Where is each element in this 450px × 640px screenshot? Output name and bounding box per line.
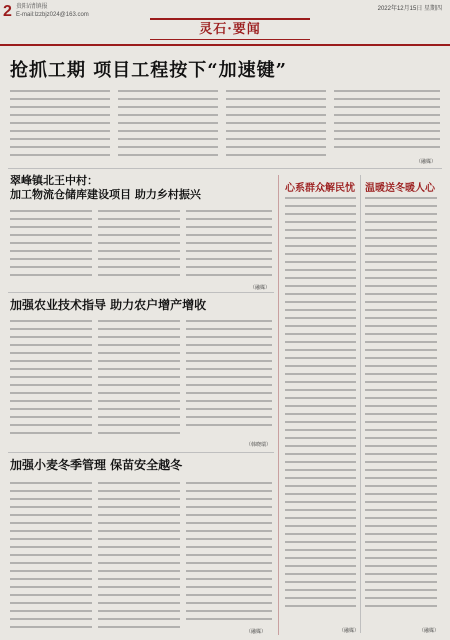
story4-headline: 加强小麦冬季管理 保苗安全越冬 [10,458,183,472]
sidebar-left-title: 心系群众解民忧 [285,183,355,194]
story2-col-2 [98,210,180,285]
lead-col-1 [10,90,110,165]
story2-headline [10,174,275,202]
story2-headline-line2: 加工物流仓储库建设项目 助力乡村振兴 [10,188,201,201]
sidebar-column-divider [360,175,361,633]
story3-divider [8,452,274,453]
sidebar-right-credit: （融媒） [419,628,440,634]
page-header [0,0,450,44]
sidebar-left-credit: （融媒） [339,628,360,634]
section-banner [150,18,310,40]
story2-headline-line1: 翠峰镇北王中村： [10,174,98,187]
header-rule [0,44,450,46]
story2-credit: （融媒） [250,285,271,291]
story3-col-3 [186,320,272,442]
lead-divider [8,168,442,169]
story4-col-2 [98,482,180,632]
lead-credit: （融媒） [416,159,437,165]
story3-col-2 [98,320,180,442]
lead-col-3 [226,90,326,165]
issue-date: 2022年12月15日 星期四 [377,6,442,12]
lead-col-2 [118,90,218,165]
story4-col-1 [10,482,92,632]
sidebar-panel [278,175,440,635]
story4-col-3 [186,482,272,632]
channel-info [16,3,89,19]
page-number: 2 [3,3,12,20]
story3-headline: 加强农业技术指导 助力农户增产增收 [10,298,207,312]
story2-col-1 [10,210,92,285]
channel-name: 贵阳/清镇报 [16,4,48,10]
story3-credit: （韩晓瑞） [246,442,272,448]
sidebar-right-text [365,197,437,627]
sidebar-left-text [285,197,356,627]
lead-headline: 抢抓工期 项目工程按下“加速键” [10,60,287,81]
sidebar-right-title: 温暖送冬暖人心 [365,183,435,194]
lead-col-4 [334,90,440,165]
story2-divider [8,292,274,293]
story4-credit: （融媒） [246,629,267,635]
story2-col-3 [186,210,272,285]
section-title: 灵石·要闻 [199,22,261,37]
story3-col-1 [10,320,92,442]
email-address: E-mail:lzzbjz024@163.com [16,12,89,18]
